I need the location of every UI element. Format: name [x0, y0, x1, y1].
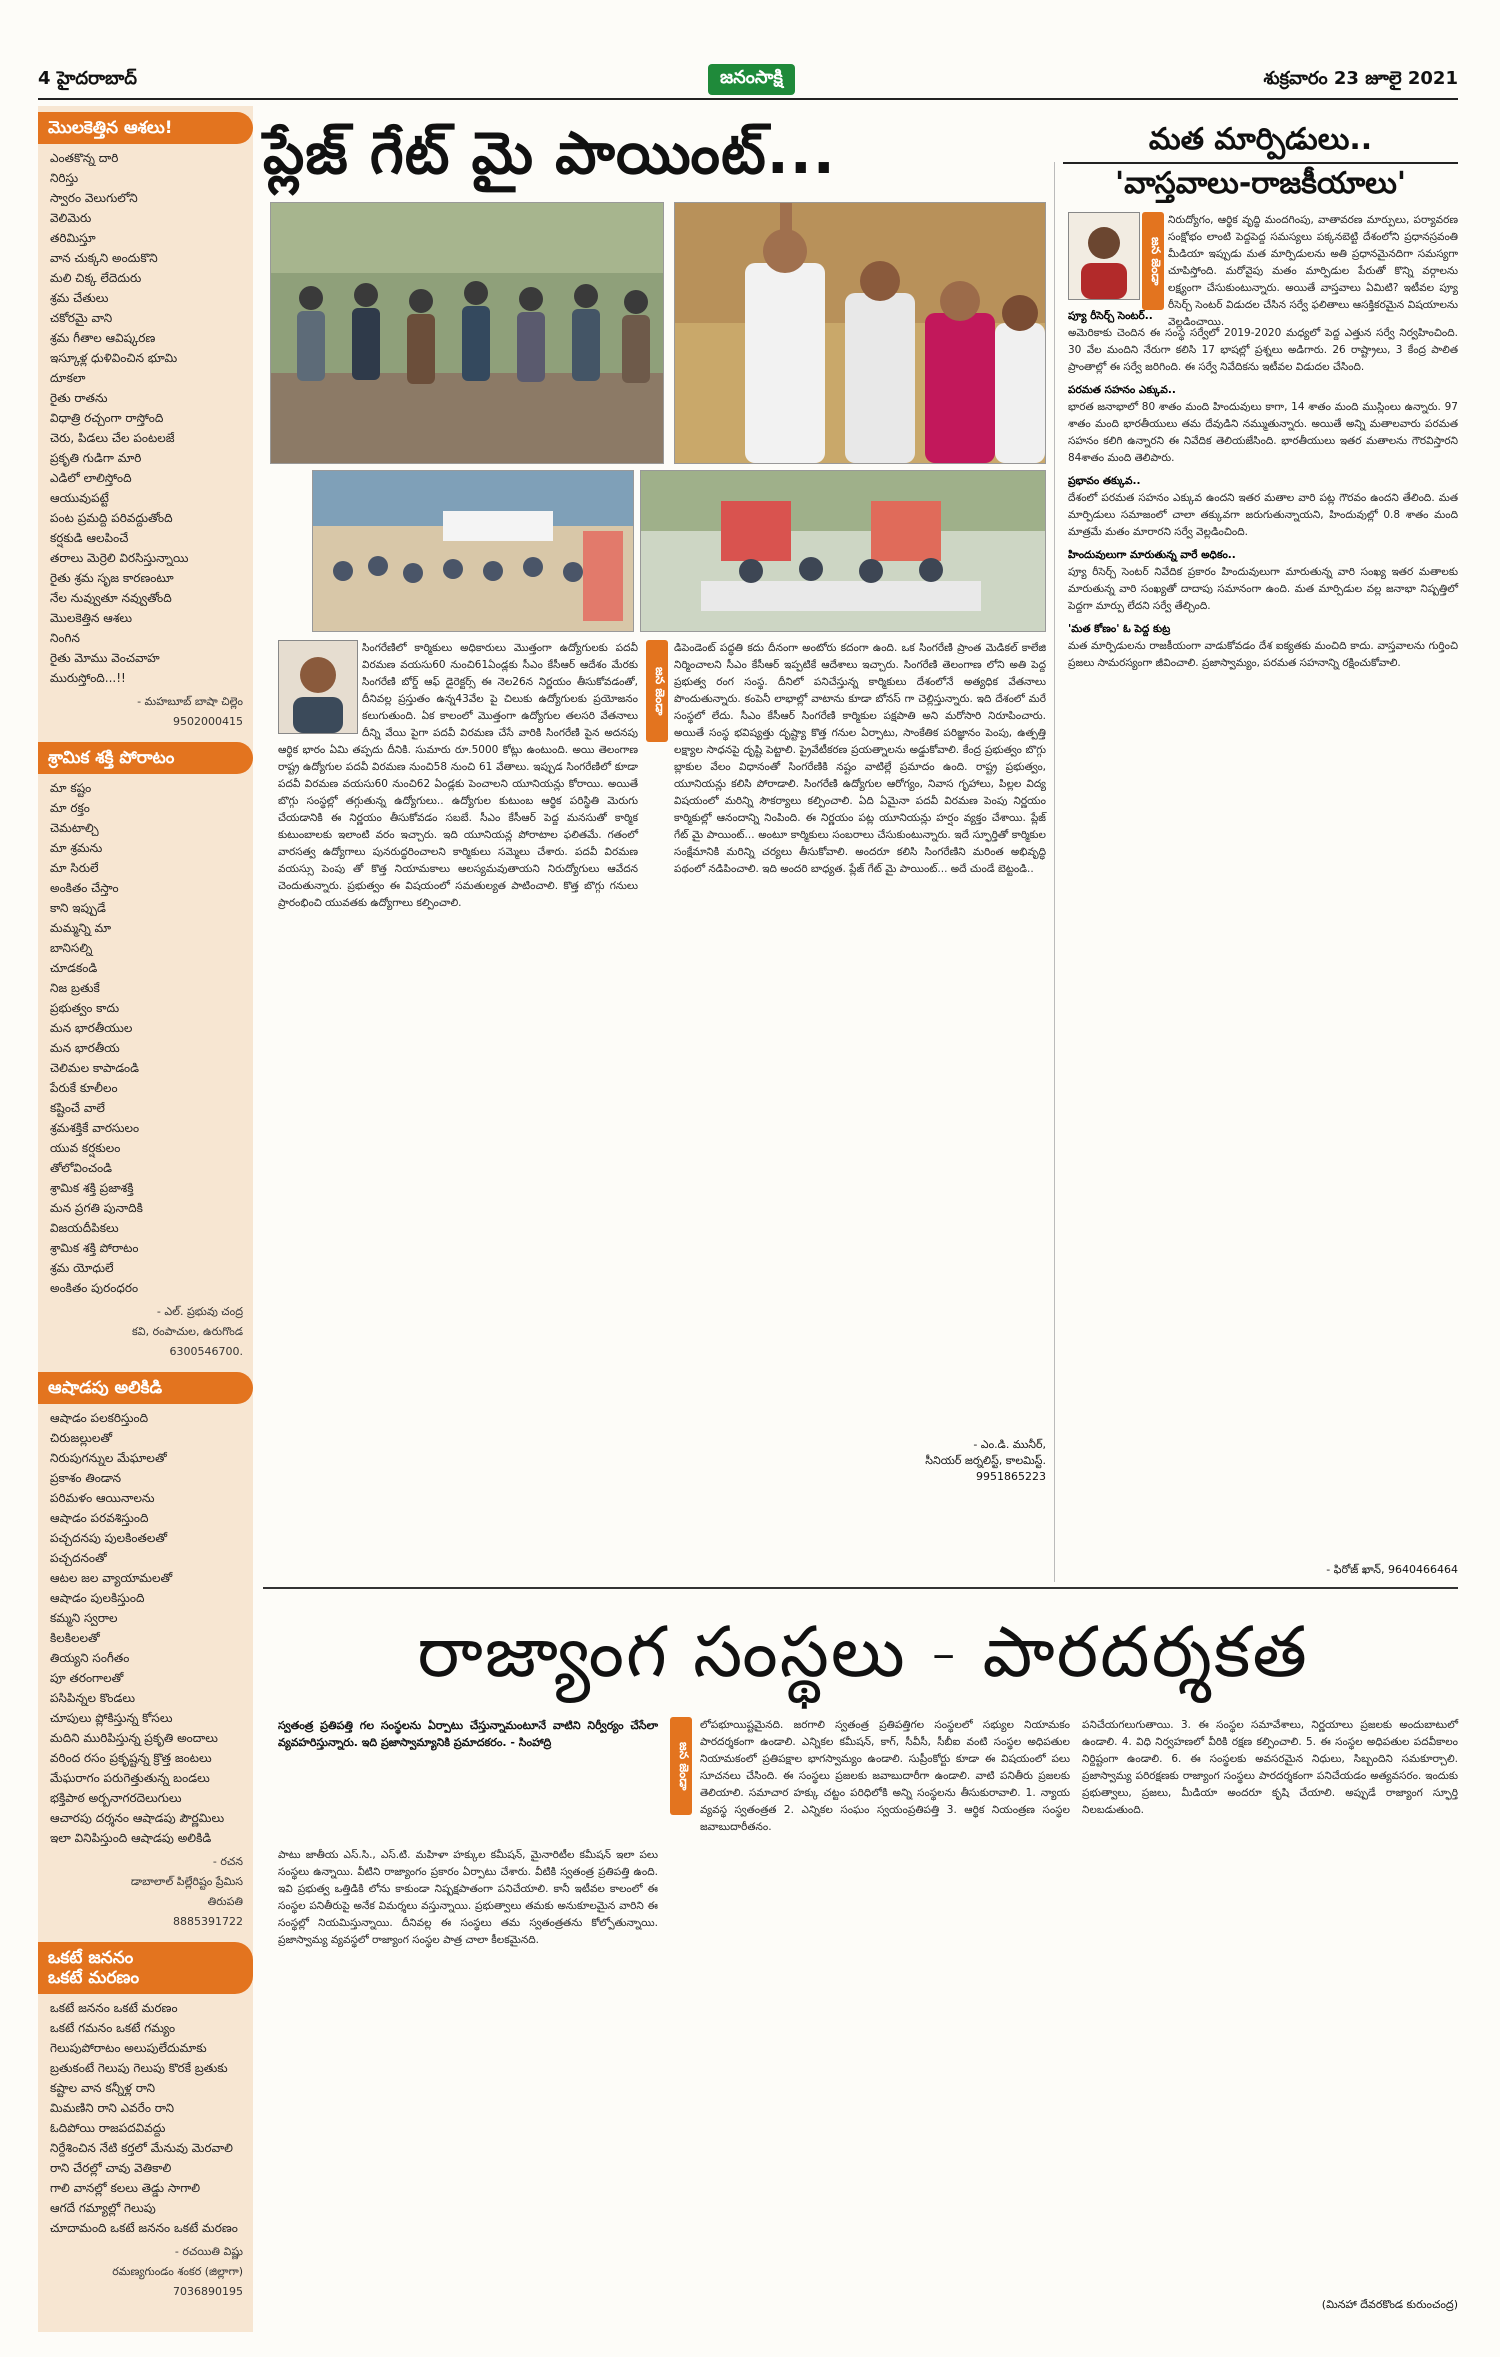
bottom-body-col-3: పనిచేయగలుగుతాయి. 3. ఈ సంస్థల సమావేశాలు, నిర్ణయాలు ప్రజలకు అందుబాటులో ఉండాలి. 4. విధి నిర్వహణలో వీరికి రక్షణ కల్పించాలి. 5. ఈ సంస్థల అధిపతుల పదవీకాలం నిర్దిష్టంగా ఉండాలి. 6. ఈ సంస్థలకు అవసరమైన నిధులు, సిబ్బందిని సమకూర్చాలి. ప్రజాస్వామ్య పరిరక్షణకు రాజ్యాంగ సంస్థలు పారదర్శకంగా పనిచేయడం అత్యవసరం. ఇందుకు ప్రభుత్వాలు, ప్రజలు, మీడియా అందరూ కృషి చేయాలి. అప్పుడే రాజ్యాంగ స్ఫూర్తి నిలబడుతుంది. [1082, 1719, 1458, 1816]
bottom-body-col-1: పాటు జాతీయ ఎస్.సి., ఎస్.టి. మహిళా హక్కుల కమీషన్, మైనారిటీల కమీషన్ ఇలా పలు సంస్థలు ఉన్నాయి. వీటిని రాజ్యాంగం ప్రకారం ఏర్పాటు చేశారు. వీటికి స్వతంత్ర ప్రతిపత్తి ఉంది. ఇవి ప్రభుత్వ ఒత్తిడికి లోను కాకుండా నిష్పక్షపాతంగా పనిచేయాలి. కానీ ఇటీవల కాలంలో ఈ సంస్థల పనితీరుపై అనేక విమర్శలు వస్తున్నాయి. ప్రభుత్వాలు తమకు అనుకూలమైన వారిని ఈ సంస్థల్లో నియమిస్తున్నాయి. దీనివల్ల ఈ సంస్థలు తమ స్వతంత్రతను కోల్పోతున్నాయి. ప్రజాస్వామ్య వ్యవస్థలో రాజ్యాంగ సంస్థల పాత్ర చాలా కీలకమైనది. [278, 1849, 658, 1946]
bottom-article-byline: (మినహా దేవరకొండ కురుంచంద్ర) [1321, 2298, 1458, 2311]
issue-date: శుక్రవారం 23 జూలై 2021 [1263, 68, 1458, 89]
right-subhead-4: హిందువులుగా మారుతున్న వారే అధికం.. [1068, 549, 1236, 561]
poem-body-1: ఎంతకొన్న దారి నిరిస్తు స్వారం వెలుగులోని వెలిమెరు తరిమిస్తూ వాన చుక్కని అందుకొని మలి చిక్క లేదెదురు శ్రమ చేతులు చకోరమై వాని శ్రమ గీతాల ఆవిష్కరణ ఇస్కూళ్ల ధుళివించిన భూమి దూకలా రైతు రాతను విధాత్రి రచ్చంగా రాస్తోంది చెరు, పిడలు చేల పంటలజే ప్రకృతి గుడిగా మారి ఎడిలో లాలిస్తోంది ఆయువుపట్టే పంట ప్రమద్ది పరివద్దుతోంది కర్షకుడి ఆలపించే తరాలు మెర్రెలి విరసిస్తున్నాయి రైతు శ్రమ సృజ కారణంటూ నేల నువ్వుతూ నవ్వుతోంది మొలకెత్తిన ఆశలు నింగిన రైతు మోము వెంచవాహ మురుస్తోంది...!! [50, 151, 189, 685]
bottom-body-col-2: లోపభూయిష్టమైనది. జరగాలి స్వతంత్ర ప్రతిపత్తిగల సంస్థలలో సభ్యుల నియామకం పారదర్శకంగా ఉండాలి. ఎన్నికల కమీషన్, కాగ్, సీవీసీ, సీబీఐ వంటి సంస్థల అధిపతుల నియామకంలో ప్రతిపక్షాల భాగస్వామ్యం ఉండాలి. సుప్రీంకోర్టు కూడా ఈ విషయంలో పలు సూచనలు చేసింది. ఈ సంస్థలు ప్రజలకు జవాబుదారీగా ఉండాలి. వాటి పనితీరు ప్రజలకు తెలియాలి. సమాచార హక్కు చట్టం పరిధిలోకి అన్ని సంస్థలను తీసుకురావాలి. 1. న్యాయ వ్యవస్థ స్వతంత్రత 2. ఎన్నికల సంఘం స్వయంప్రతిపత్తి 3. ఆర్థిక నియంత్రణ సంస్థల జవాబుదారీతనం. [700, 1719, 1070, 1833]
poem-heading-2: శ్రామిక శక్తి పోరాటం [38, 742, 253, 774]
poem-credit-2: - ఎల్. ప్రభువు చంద్ర కవి, రంపాచుల, ఉరుగొండ 6300546700. [132, 1305, 243, 1358]
bottom-article-title: రాజ్యాంగ సంస్థలు - పారదర్శకత [417, 1611, 1309, 1693]
feature-text-1: సింగరేణిలో కార్మికులు అధికారులు మొత్తంగా ఉద్యోగులకు పదవీ విరమణ వయసు60 నుంచి61ఏండ్లకు సీఎం కేసీఆర్ ఆదేశం మేరకు సింగరేణి బోర్డ్ ఆఫ్ డైరెక్టర్స్ ఈ నెల26న నిర్ణయం తీసుకోవడంతో, దీనివల్ల ప్రస్తుతం ఉన్న43వేల పై చిలుకు ఉద్యోగులకు ప్రయోజనం కలుగుతుంది. ఏక కాలంలో మొత్తంగా ఉద్యోగుల తలసరి వేతనాలు దీన్ని వేయి పైగా పదవీ విరమణ చేసే వారికి సింగరేణి పైన అదనపు ఆర్థిక భారం ఏమి తప్పదు దీనికి. సుమారు రూ.5000 కోట్లు ఉంటుంది. అయి తెలంగాణ రాష్ట్ర ఉద్యోగుల పదవీ విరమణ నుంచి58 నుంచి 61 వేతాలు. ఇప్పుడ సింగరేణిలో కూడా పదవీ విరమణ వయసు60 నుంచి62 ఏండ్లకు పెంచాలని యూనియన్లు కోరాయి. అయితే బొగ్గు సంస్థల్లో తగ్గుతున్న ఉద్యోగులు.. ఉద్యోగుల కుటుంబ ఆర్థిక పరిస్థితి మెరుగు చేయడానికి ఈ నిర్ణయం తీసుకోవడం సబబే. సీఎం కేసీఆర్ పెద్ద మనసుతో కార్మిక కుటుంబాలకు ఇలాంటి వరం ఇచ్చారు. ఇది యూనియన్ల పోరాటాల ఫలితమే. గతంలో వారసత్వ ఉద్యోగాలు పునరుద్ధరించాలని కార్మికులు సమ్మెలు చేశారు. పదవీ విరమణ వయస్సు పెంపు తో కొత్త నియామకాలు ఆలస్యమవుతాయని నిరుద్యోగులు ఆవేదన చెందుతున్నారు. ప్రభుత్వం ఈ విషయంలో సమతుల్యత పాటించాలి. కొత్త బొగ్గు గనులు ప్రారంభించి యువతకు ఉద్యోగాలు కల్పించాలి. [278, 642, 638, 909]
section-tag-jana-jenda: జన జెండా [646, 640, 668, 742]
poem-credit-4: - రచయితి విష్ణు రమణ్యగుండం శంకర (జిల్లాగా) 7036890195 [112, 2245, 243, 2298]
right-title-line-2: 'వాస్తవాలు-రాజకీయాలు' [1063, 162, 1458, 204]
right-subhead-3: ప్రభావం తక్కువ.. [1068, 475, 1141, 487]
feature-headline: ప్లేజ్ గేట్ మై పాయింట్... [263, 119, 836, 187]
author-photo-firoz [1068, 212, 1140, 300]
feature-byline: - ఎం.డి. మునీర్, సీనియర్ జర్నలిస్ట్, కాలమిస్ట్. 9951865223 [925, 1438, 1046, 1483]
right-para-2: అమెరికాకు చెందిన ఈ సంస్థ సర్వేలో 2019-2020 మధ్యలో పెద్ద ఎత్తున సర్వే నిర్వహించింది. 30 వేల మందిని నేరుగా కలిసి 17 భాషల్లో ప్రశ్నలు అడిగారు. 26 రాష్ట్రాలు, 3 కేంద్ర పాలిత ప్రాంతాల్లో ఈ సర్వే జరిగింది. ఈ సర్వే నివేదికను ఇటీవల విడుదల చేసింది. [1068, 327, 1458, 373]
right-article-title [1063, 120, 1458, 204]
page-header [38, 62, 1458, 100]
right-para-6: మత మార్పిడులను రాజకీయంగా వాడుకోవడం దేశ ఐక్యతకు మంచిది కాదు. వాస్తవాలను గుర్తించి ప్రజలు సామరస్యంగా జీవించాలి. ప్రజాస్వామ్యం, పరమత సహనాన్ని రక్షించుకోవాలి. [1068, 640, 1458, 669]
poem-credit-3: - రచన డాబాలాల్ పిల్లేరిష్టం ప్రేమిస తిరుపతి 8885391722 [130, 1855, 243, 1928]
poem-heading-1: మొలకెత్తిన ఆశలు! [38, 112, 253, 144]
right-article-intro: నిరుద్యోగం, ఆర్థిక వృద్ధి మందగింపు, వాతావరణ మార్పులు, పర్యావరణ సంక్షోభం లాంటి పెద్దపెద్ద సమస్యలు పక్కనబెట్టి దేశంలోని ప్రధానస్రవంతి మీడియా ఇప్పుడు మత మార్పిడులను అతి ప్రధానమైనదిగా సమస్యగా చూపిస్తోంది. మరోవైపు మతం మార్పిడుల పేరుతో కొన్ని వర్గాలను లక్ష్యంగా చేసుకుంటున్నారు. అయితే వాస్తవాలు ఏమిటి? ఇటీవల ప్యూ రీసెర్చ్ సెంటర్ విడుదల చేసిన సర్వే ఫలితాలు ఆసక్తికరమైన విషయాలను వెల్లడించాయి. [1168, 214, 1458, 328]
right-subhead-2: పరమత సహనం ఎక్కువ.. [1068, 384, 1176, 396]
right-para-5: ప్యూ రీసెర్చ్ సెంటర్ నివేదిక ప్రకారం హిందువులుగా మారుతున్న వారి సంఖ్య ఇతర మతాలకు మారుతున్న వారి సంఖ్యతో దాదాపు సమానంగా ఉంది. మత మార్పిడుల వల్ల జనాభా నిష్పత్తిలో పెద్దగా మార్పు లేదని సర్వే తేల్చింది. [1068, 566, 1458, 612]
right-title-line-1: మత మార్పిడులు.. [1148, 122, 1373, 157]
poem-body-2: మా కష్టం మా రక్తం చెమటాల్చి మా శ్రమను మా సిరులే అంకితం చేస్తాం కాని ఇప్పుడే మమ్మన్ని మా బానిసల్ని చూడకండి నిజ బ్రతుకే ప్రభుత్వం కాదు మన భారతీయుల మన భారతీయ చెలిమల కాపాడండి పేరుకే కూలీలం కష్టించే వాలే శ్రమశక్తికే వారసులం యువ కర్షకులం తోలోవించండి శ్రామిక శక్తి ప్రజాశక్తి మన ప్రగతి పునాదికి విజయదీపికలు శ్రామిక శక్తి పోరాటం శ్రమ యోధులే అంకితం పురంధరం [50, 781, 143, 1295]
poetry-sidebar [38, 106, 253, 2332]
poem-credit-1: - మహబూబ్ బాషా చిల్లెం 9502000415 [137, 695, 243, 728]
right-article-byline: - ఫిరోజ్ ఖాన్, 9640466464 [1326, 1563, 1458, 1576]
right-section-tag: జన జెండా [1142, 212, 1164, 310]
photo-meeting [640, 470, 1046, 632]
bottom-article-lead: స్వతంత్ర ప్రతిపత్తి గల సంస్థలను ఏర్పాటు చేస్తున్నామంటూనే వాటిని నిర్వీర్యం చేసేలా వ్యవహరిస్తున్నారు. ఇది ప్రజాస్వామ్యానికి ప్రమాదకరం. - సింహాద్రి [278, 1719, 658, 1749]
feature-text-2: డిపెండెంట్ పద్ధతి కదు దీనంగా అంటోరు కదంగా ఉంది. ఒక సింగరేణి ప్రాంత మెడికల్ కాలేజి నిర్మించాలని సీఎం కేసీఆర్ ఇప్పటికే ఆదేశాలు ఇచ్చారు. సింగరేణి తెలంగాణ లోని అతి పెద్ద ప్రభుత్వ రంగ సంస్థ. దీనిలో పనిచేస్తున్న కార్మికులు దేశంలోనే అత్యధిక వేతనాలు పొందుతున్నారు. కంపెనీ లాభాల్లో వాటాను కూడా బోనస్ గా చెల్లిస్తున్నారు. ఇది దేశంలో మరే సంస్థలో లేదు. సీఎం కేసీఆర్ సింగరేణి కార్మికుల పక్షపాతి అని మరోసారి నిరూపించారు. అయితే సంస్థ భవిష్యత్తు దృష్ట్యా కొత్త గనుల ఏర్పాటు, సాంకేతిక పరిజ్ఞానం పెంపు, ఉత్పత్తి లక్ష్యాల సాధనపై దృష్టి పెట్టాలి. ప్రైవేటీకరణ ప్రయత్నాలను అడ్డుకోవాలి. కేంద్ర ప్రభుత్వం బొగ్గు బ్లాకుల వేలం విధానంతో సింగరేణికి నష్టం వాటిల్లే ప్రమాదం ఉంది. రాష్ట్ర ప్రభుత్వం, యూనియన్లు కలిసి పోరాడాలి. సింగరేణి ఉద్యోగుల ఆరోగ్యం, నివాస గృహాలు, పిల్లల విద్య విషయంలో మరిన్ని సౌకర్యాలు కల్పించాలి. ఏది ఏమైనా పదవీ విరమణ పెంపు నిర్ణయం కార్మికుల్లో ఆనందాన్ని నింపింది. ఈ నిర్ణయం పట్ల యూనియన్లు హర్షం వ్యక్తం చేశాయి. ప్లేజ్ గేట్ మై పాయింట్... అంటూ కార్మికులు సంబరాలు చేసుకుంటున్నారు. ఇదే స్ఫూర్తితో కార్మికుల సంక్షేమానికి మరిన్ని చర్యలు తీసుకోవాలి. అందరూ కలిసి సింగరేణిని మరింత అభివృద్ధి పథంలో నడిపించాలి. ఇది అందరి బాధ్యత. ప్లేజ్ గేట్ మై పాయింట్... అదే చుండే బెట్టండి.. [674, 642, 1046, 875]
section-divider [263, 1587, 1458, 1589]
right-para-3: భారత జనాభాలో 80 శాతం మంది హిందువులు కాగా, 14 శాతం మంది ముస్లింలు ఉన్నారు. 97 శాతం మంది భారతీయులు తమ దేవుడిని నమ్ముతున్నారు. అయితే అన్ని మతాలవారు పరమత సహనం కలిగి ఉన్నారని ఈ నివేదిక తెలియజేసింది. భారతీయులు ఇతర మతాలను గౌరవిస్తారని 84శాతం మంది తెలిపారు. [1068, 401, 1458, 464]
photo-protest-gathering [312, 470, 634, 632]
page-number: 4 [38, 68, 51, 89]
photo-leaders-celebration [674, 202, 1046, 464]
poem-body-3: ఆషాడం పలకరిస్తుంది చిరుజల్లులతో నిరుపుగన్నుల మేఘాలతో ప్రకాశం తిండాన పరిమళం ఆయినాలను ఆషాడం పరవశిస్తుంది పచ్చదనపు పులకింతలతో పచ్చదనంతో ఆటల జల వ్యాయామలతో ఆషాడం పులకిస్తుంది కమ్మని స్వరాల కిలకిలలతో తియ్యని సంగీతం పూ తరంగాలతో పసిపిన్నల కొండలు చూపులు ప్లోకిస్తున్న కోసలు మదిని మురిపిస్తున్న ప్రకృతి అందాలు వరింద రసం ప్రకృష్టన్న క్రొత్త జంటలు మేఘరాగం పరుగెత్తుతున్న బండలు భక్తిపాఠ అర్బనాగరదెలుగులు ఆచారపు దర్శనం ఆషాడపు పౌర్ణమిలు ఇలా వినిపిస్తుంది ఆషాడపు అలికిడి [50, 1411, 225, 1845]
masthead-logo: జనంసాక్షి [708, 64, 795, 95]
newspaper-page [38, 62, 1458, 2332]
right-article-body [1068, 308, 1458, 1558]
bottom-section-tag: జన జెండా [670, 1717, 692, 1815]
poem-body-4: ఒకటే జననం ఒకటే మరణం ఒకటే గమనం ఒకటే గమ్యం గెలుపుపోరాటం అలుపులేదుమాకు బ్రతుకంటే గెలుపు గెలుపు కొరకే బ్రతుకు కష్టాల వాన కన్నీళ్ల రాని మిమణిని రాని ఎవరేం రాని ఓదిపోయి రాజపదవివద్దు నిర్దేశించిన నేటి కర్తలో మేనువు మెరవాలి రాని చేరల్లో చావు వెతికాలి గాలి వానల్లో కలలు తెడ్డు సాగాలి ఆగదే గమ్యాల్లో గెలుపు చూదామంది ఒకటే జననం ఒకటే మరణం [50, 2001, 238, 2235]
photo-workers-march [270, 202, 664, 464]
right-subhead-1: ప్యూ రీసెర్చ్ సెంటర్.. [1068, 310, 1153, 322]
column-divider [1054, 162, 1055, 1582]
right-subhead-5: 'మత కోణం' ఓ పెద్ద కుట్ర [1068, 623, 1171, 635]
city-name: హైదరాబాద్ [56, 68, 137, 89]
right-para-4: దేశంలో పరమత సహనం ఎక్కువ ఉందని ఇతర మతాల వారి పట్ల గౌరవం ఉందని తేలింది. మత మార్పిడులు సమాజంలో చాలా తక్కువగా జరుగుతున్నాయని, హిందువుల్లో 0.8 శాతం మంది మాత్రమే మతం మారారని సర్వే వెల్లడించింది. [1068, 492, 1458, 538]
poem-heading-3: ఆషాడపు అలికిడి [38, 1372, 253, 1404]
feature-body-col-2 [674, 640, 1046, 1410]
feature-body-col-1 [278, 640, 638, 1490]
poem-heading-4: ఒకటే జననం ఒకటే మరణం [38, 1942, 253, 1994]
